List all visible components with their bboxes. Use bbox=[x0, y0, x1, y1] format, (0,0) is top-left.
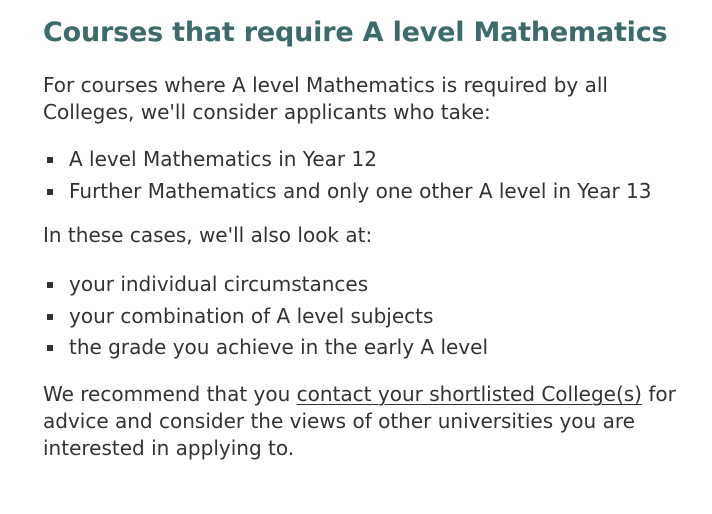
also-look-at-text: In these cases, we'll also look at: bbox=[43, 223, 373, 247]
page-heading: Courses that require A level Mathematics bbox=[43, 17, 668, 48]
considerations-list bbox=[43, 269, 683, 364]
list-item-text: A level Mathematics in Year 12 bbox=[69, 147, 377, 171]
bullet-square-icon bbox=[47, 157, 53, 163]
recommendation-suffix: for advice and consider the views of other universities you are interested in applying to. bbox=[43, 381, 676, 460]
requirements-list bbox=[43, 144, 683, 207]
list-item bbox=[43, 332, 683, 364]
list-item bbox=[43, 269, 683, 301]
intro-text: For courses where A level Mathematics is required by all Colleges, we'll consider applicants who take: bbox=[43, 73, 608, 124]
bullet-square-icon bbox=[47, 189, 53, 195]
list-item-text: your individual circumstances bbox=[69, 272, 369, 296]
list-item bbox=[43, 176, 683, 208]
recommendation-prefix: We recommend that you bbox=[43, 381, 297, 406]
list-item-text: the grade you achieve in the early A level bbox=[69, 335, 489, 359]
recommendation-text bbox=[43, 381, 683, 462]
bullet-square-icon bbox=[47, 282, 53, 288]
bullet-square-icon bbox=[47, 314, 53, 320]
contact-college-link[interactable]: contact your shortlisted College(s) bbox=[296, 381, 642, 406]
list-item-text: Further Mathematics and only one other A level in Year 13 bbox=[69, 178, 652, 203]
list-item-text: your combination of A level subjects bbox=[69, 303, 434, 328]
list-item bbox=[43, 144, 683, 176]
list-item bbox=[43, 301, 683, 333]
main-content bbox=[43, 0, 683, 462]
bullet-square-icon bbox=[47, 345, 53, 351]
